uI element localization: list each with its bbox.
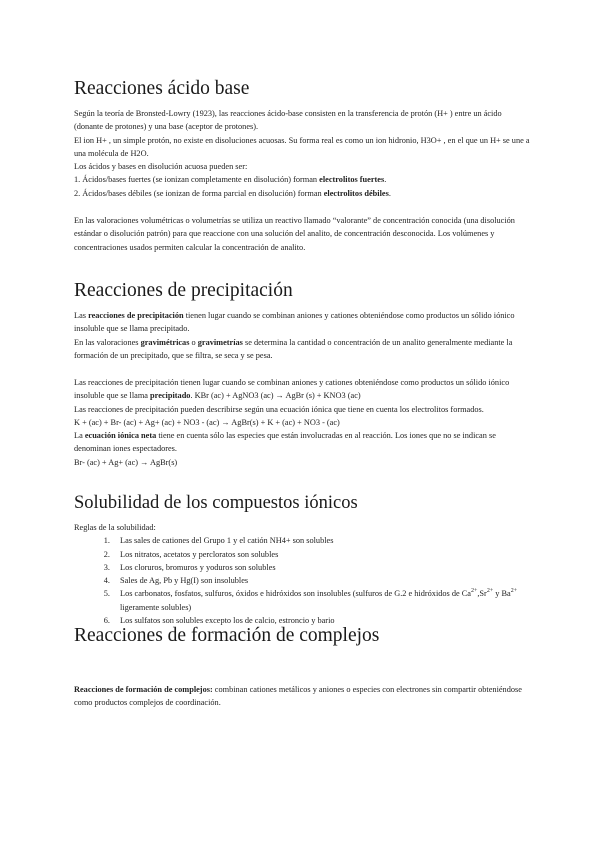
list-item bbox=[112, 587, 530, 614]
paragraph-ecuacion-ionica: Las reacciones de precipitación pueden describirse según una ecuación iónica que tiene en cuenta los electrolitos formados. bbox=[74, 404, 484, 414]
text: . KBr (ac) + AgNO3 (ac) → AgBr (s) + KNO3 (ac) bbox=[190, 391, 361, 401]
section-acido-base-valoraciones bbox=[74, 214, 530, 254]
paragraph-acidos-bases: Los ácidos y bases en disolución acuosa pueden ser: bbox=[74, 162, 248, 172]
text: ligeramente solubles) bbox=[120, 602, 192, 612]
text: 2. Ácidos/bases débiles (se ionizan de forma parcial en disolución) forman bbox=[74, 188, 324, 198]
heading-precipitacion: Reacciones de precipitación bbox=[74, 280, 293, 301]
text: se determina la cantidad o concentración de un analito generalmente mediante la formación de un precipitado, que se filtra, se seca y se pesa. bbox=[74, 337, 513, 360]
list-item: 6. Los sulfatos son solubles excepto los de calcio, estroncio y bario bbox=[112, 614, 530, 627]
section-complejos-body bbox=[74, 683, 530, 710]
bold-term: precipitado bbox=[150, 391, 191, 401]
text: En las valoraciones bbox=[74, 337, 141, 347]
section-precipitacion-body bbox=[74, 309, 530, 362]
paragraph-complejos bbox=[74, 683, 530, 710]
text: . bbox=[384, 175, 387, 185]
paragraph-hidronio: El ion H+ , un simple protón, no existe en disoluciones acuosas. Su forma real es como un ion hidronio, H3O+ , en el que un H+ se une a una molécula de H2O. bbox=[74, 135, 530, 158]
text: 1. Ácidos/bases fuertes (se ionizan completamente en disolución) forman bbox=[74, 175, 320, 185]
superscript: 2+ bbox=[510, 588, 518, 595]
text: Las reacciones de precipitación tienen lugar cuando se combinan aniones y cationes obteniéndose como productos un sólido iónico insoluble que se llama bbox=[74, 378, 510, 401]
section-precipitacion bbox=[74, 279, 530, 302]
bold-term: electrolitos fuertes bbox=[319, 175, 385, 185]
section-complejos bbox=[74, 624, 530, 647]
paragraph-gravimetrias bbox=[74, 336, 530, 363]
text: . bbox=[388, 188, 391, 198]
heading-solubilidad: Solubilidad de los compuestos iónicos bbox=[74, 493, 358, 513]
solubility-rules-list bbox=[74, 534, 530, 627]
bold-term: ecuación iónica neta bbox=[84, 431, 157, 441]
paragraph-precipitacion-def bbox=[74, 309, 530, 336]
text: o bbox=[189, 337, 198, 347]
text: tiene en cuenta sólo las especies que están involucradas en al reacción. Los iones que no se indican se denominan iones espectadores. bbox=[74, 431, 496, 454]
heading-acido-base: Reacciones ácido base bbox=[74, 78, 250, 99]
paragraph-reglas: Reglas de la solubilidad: bbox=[74, 523, 156, 532]
paragraph-precipitado bbox=[74, 376, 530, 403]
text: ,Sr bbox=[477, 589, 487, 599]
list-item: 1. Las sales de cationes del Grupo 1 y el catión NH4+ son solubles bbox=[112, 534, 530, 547]
bold-term: electrolitos débiles bbox=[323, 188, 389, 198]
text: combinan cationes metálicos y aniones o especies con electrones sin compartir obteniéndose como productos complejos de coordinación. bbox=[74, 685, 522, 708]
list-item: 2. Los nitratos, acetatos y percloratos son solubles bbox=[112, 548, 530, 561]
bold-term: gravimétricas bbox=[140, 337, 190, 347]
equation-neta: Br- (ac) + Ag+ (ac) → AgBr(s) bbox=[74, 457, 178, 467]
equation-ionica: K + (ac) + Br- (ac) + Ag+ (ac) + NO3 - (ac) → AgBr(s) + K + (ac) + NO3 - (ac) bbox=[74, 417, 340, 427]
text: Los carbonatos, fosfatos, sulfuros, óxidos e hidróxidos son insolubles (sulfuros de G.2 e hidróxidos de Ca bbox=[120, 589, 471, 599]
paragraph-bronsted: Según la teoría de Bronsted-Lowry (1923), las reacciones ácido-base consisten en la transferencia de protón (H+ ) entre un ácido (donante de protones) y una base (aceptor de protones). bbox=[74, 109, 502, 132]
bold-term: reacciones de precipitación bbox=[88, 311, 184, 320]
list-item: 4. Sales de Ag, Pb y Hg(I) son insolubles bbox=[112, 574, 530, 587]
list-line-debiles bbox=[74, 187, 530, 200]
section-solubilidad-body bbox=[74, 521, 530, 627]
superscript: 2+ bbox=[470, 588, 478, 595]
text: La bbox=[74, 431, 85, 441]
paragraph-ecuacion-neta bbox=[74, 429, 530, 456]
text: tienen lugar cuando se combinan aniones y cationes obteniéndose como productos un sólido iónico insoluble que se llama precipitado. bbox=[74, 311, 515, 334]
paragraph-valoraciones: En las valoraciones volumétricas o volumetrías se utiliza un reactivo llamado “valorante” de concentración conocida (una disolución estándar o disolución patrón) para que reaccione con una solución del analito, de concentración desconocida. Los volúmenes y concentraciones usados permiten calcular la concentración de analito. bbox=[74, 216, 515, 252]
list-item: 3. Los cloruros, bromuros y yoduros son solubles bbox=[112, 561, 530, 574]
superscript: 2+ bbox=[486, 588, 494, 595]
text: y Ba bbox=[493, 589, 511, 599]
section-precipitacion-ecuaciones bbox=[74, 376, 530, 469]
bold-term: Reacciones de formación de complejos: bbox=[74, 685, 213, 694]
text: Las bbox=[74, 311, 89, 320]
list-line-fuertes bbox=[74, 173, 530, 186]
heading-complejos: Reacciones de formación de complejos bbox=[74, 625, 380, 646]
section-acido-base-body bbox=[74, 107, 530, 200]
bold-term: gravimetrías bbox=[197, 337, 243, 347]
section-solubilidad bbox=[74, 492, 530, 514]
section-acido-base bbox=[74, 77, 530, 100]
